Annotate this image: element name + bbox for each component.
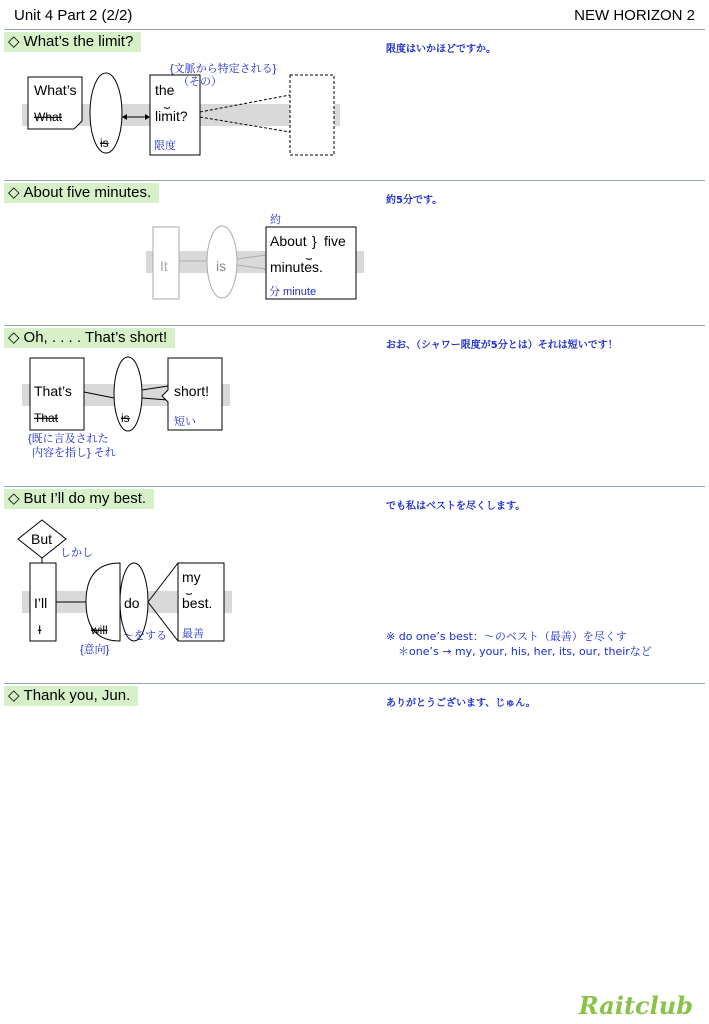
divider [4,683,705,684]
diamond-icon: ◇ [8,33,20,50]
word-limit: limit? [155,108,188,124]
sentence-title: ◇ Oh, . . . . That’s short! [4,328,175,348]
note-mentioned: {既に言及された [28,433,109,445]
word-whats: What’s [34,82,77,98]
diamond-icon: ◇ [8,687,20,704]
word-that-struck: That [34,411,59,425]
word-minutes: minutes. [270,259,323,275]
sentence-title: ◇ But I’ll do my best. [4,489,154,509]
gloss-but: しかし [60,547,93,559]
word-the: the [155,82,175,98]
note-refers: 内容を指し} それ [32,447,116,459]
gloss-best: 最善 [182,628,204,640]
diamond-icon: ◇ [8,490,20,507]
word-five: five [324,233,346,249]
brace-right: } [312,233,317,249]
translation: ありがとうございます、じゅん。 [386,698,536,709]
gloss-will: {意向} [80,644,110,656]
gloss-about: 約 [270,214,281,226]
note-sono: （その） [178,76,222,88]
word-is-struck: is [100,136,109,150]
word-thats: That’s [34,383,72,399]
word-what-struck: What [34,110,63,124]
word-best: best. [182,595,213,611]
brace: ⏟ [164,98,170,109]
sentence-title: ◇ About five minutes. [4,183,159,203]
divider [4,29,705,30]
divider [4,325,705,326]
sentence-diagram [0,515,380,665]
note-do-ones-best: ※ do one’s best：～のベスト（最善）を尽くす [386,630,627,643]
word-about: About [270,233,307,249]
word-i-struck: I [38,623,42,637]
word-is: is [216,258,227,274]
unit-title: Unit 4 Part 2 (2/2) [14,7,133,24]
note-ones: ＊one’s → my, your, his, her, its, our, theirなど [398,645,652,658]
gloss-short: 短い [174,416,196,428]
translation: 約5分です。 [386,195,443,206]
translation: 限度はいかほどですか。 [386,44,496,55]
word-is-struck: is [121,411,130,425]
sentence-title: ◇ Thank you, Jun. [4,686,138,706]
brace: ⏟ [306,249,312,260]
note-context: {文脈から特定される} [170,63,277,75]
gloss-minute: 分 minute [269,286,317,298]
translation: おお、（シャワー限度が5分とは）それは短いです！ [386,340,618,351]
word-my: my [182,569,201,585]
word-do: do [124,595,140,611]
sentence-diagram [0,350,380,462]
word-will-struck: will [91,623,108,637]
gloss-limit: 限度 [154,140,176,152]
gloss-do: ～をする [123,630,167,642]
sentence-diagram [0,55,360,165]
divider [4,486,705,487]
word-ill: I’ll [34,595,48,611]
sentence-diagram [0,205,380,315]
word-it: It [160,258,168,274]
word-but: But [31,531,53,547]
diamond-icon: ◇ [8,329,20,346]
brace: ⏟ [186,584,192,595]
translation: でも私はベストを尽くします。 [386,501,526,512]
raitclub-logo: Raitclub [578,991,693,1020]
divider [4,180,705,181]
sentence-title: ◇ What’s the limit? [4,32,141,52]
diamond-icon: ◇ [8,184,20,201]
word-short: short! [174,383,210,399]
textbook-name: NEW HORIZON 2 [574,7,695,24]
